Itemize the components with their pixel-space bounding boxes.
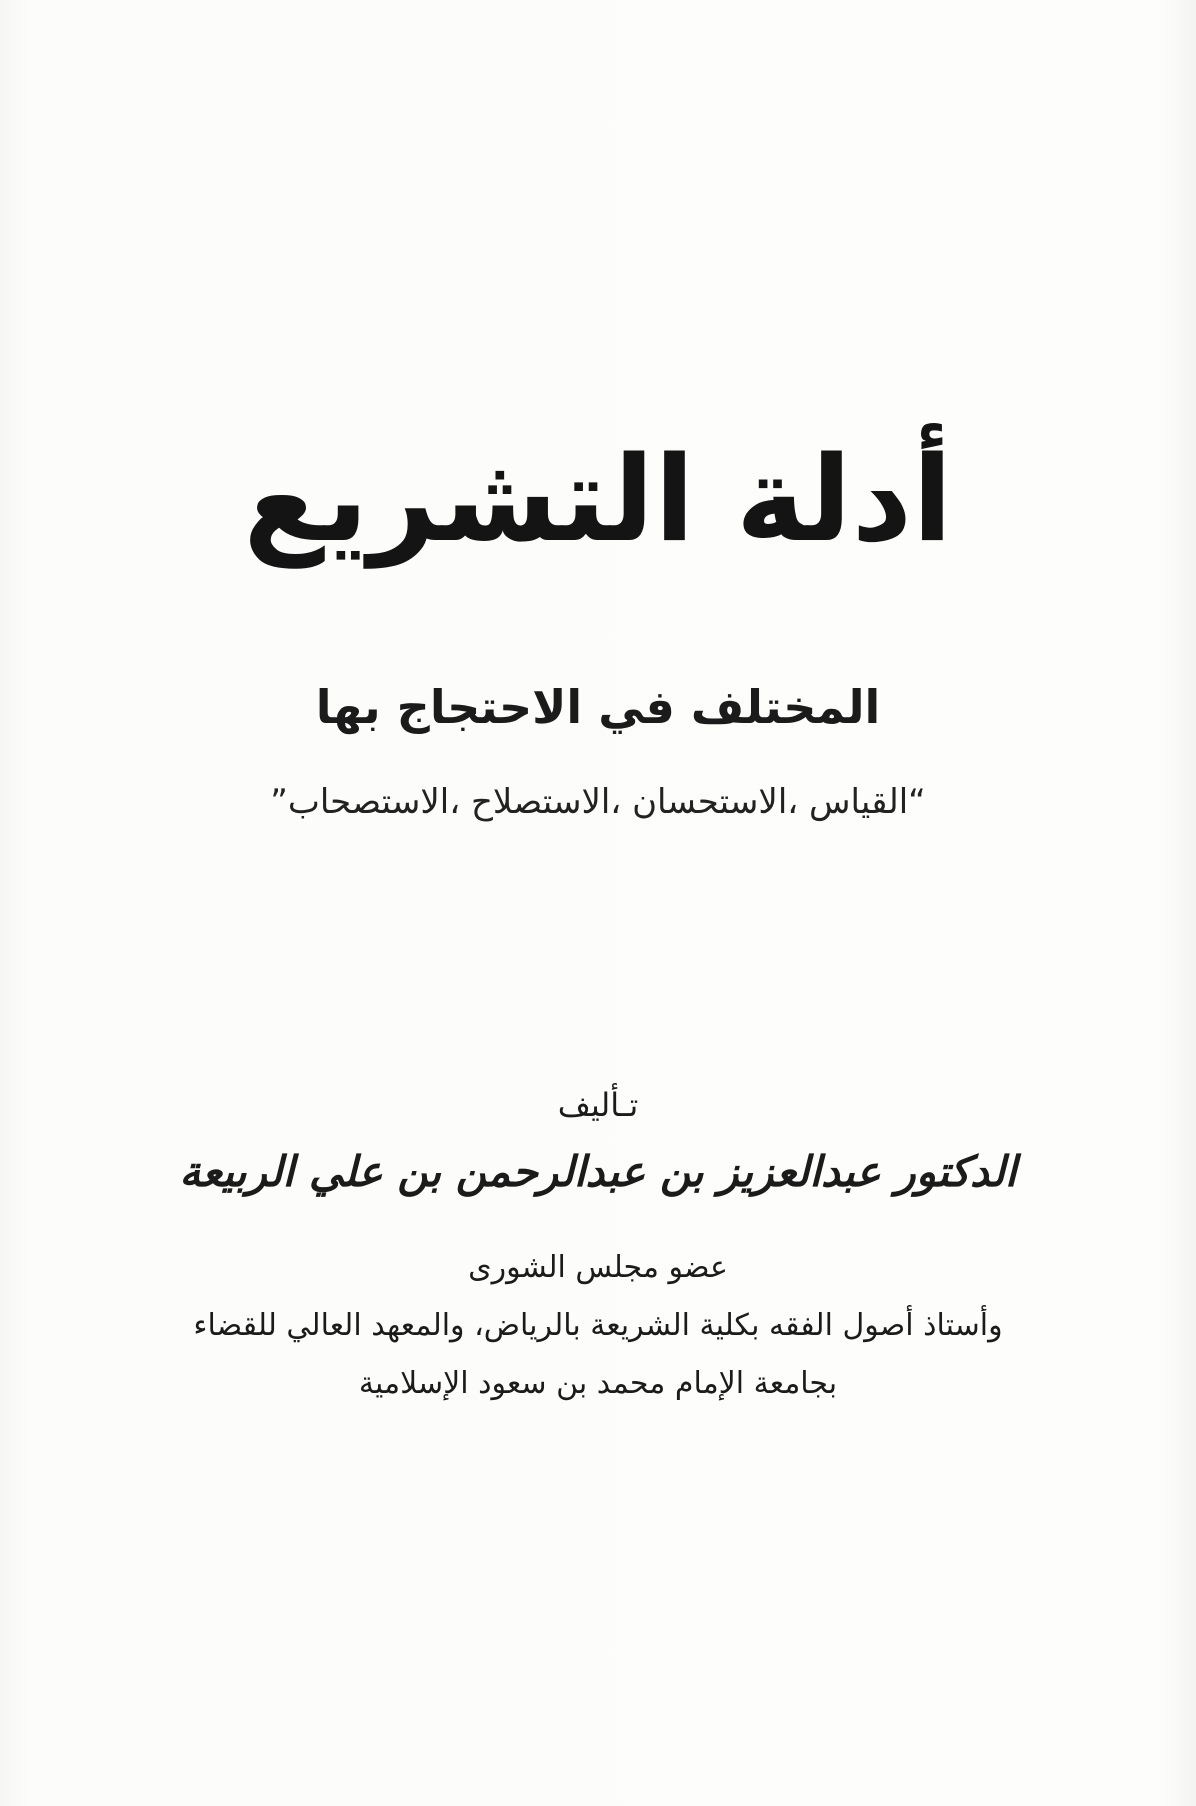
author-affiliation: بجامعة الإمام محمد بن سعود الإسلامية [358, 1366, 838, 1401]
author-name: الدكتور عبدالعزيز بن عبدالرحمن بن علي الربيعة [179, 1147, 1017, 1196]
author-affiliation: عضو مجلس الشورى [468, 1250, 728, 1285]
book-subtitle: المختلف في الاحتجاج بها [315, 680, 881, 734]
topics-line: “القياس ،الاستحسان ،الاستصلاح ،الاستصحاب” [270, 782, 926, 822]
authorship-label: تـأليف [557, 1086, 639, 1124]
book-title: أدلة التشريع [243, 430, 953, 568]
author-affiliation: وأستاذ أصول الفقه بكلية الشريعة بالرياض، والمعهد العالي للقضاء [193, 1308, 1003, 1343]
